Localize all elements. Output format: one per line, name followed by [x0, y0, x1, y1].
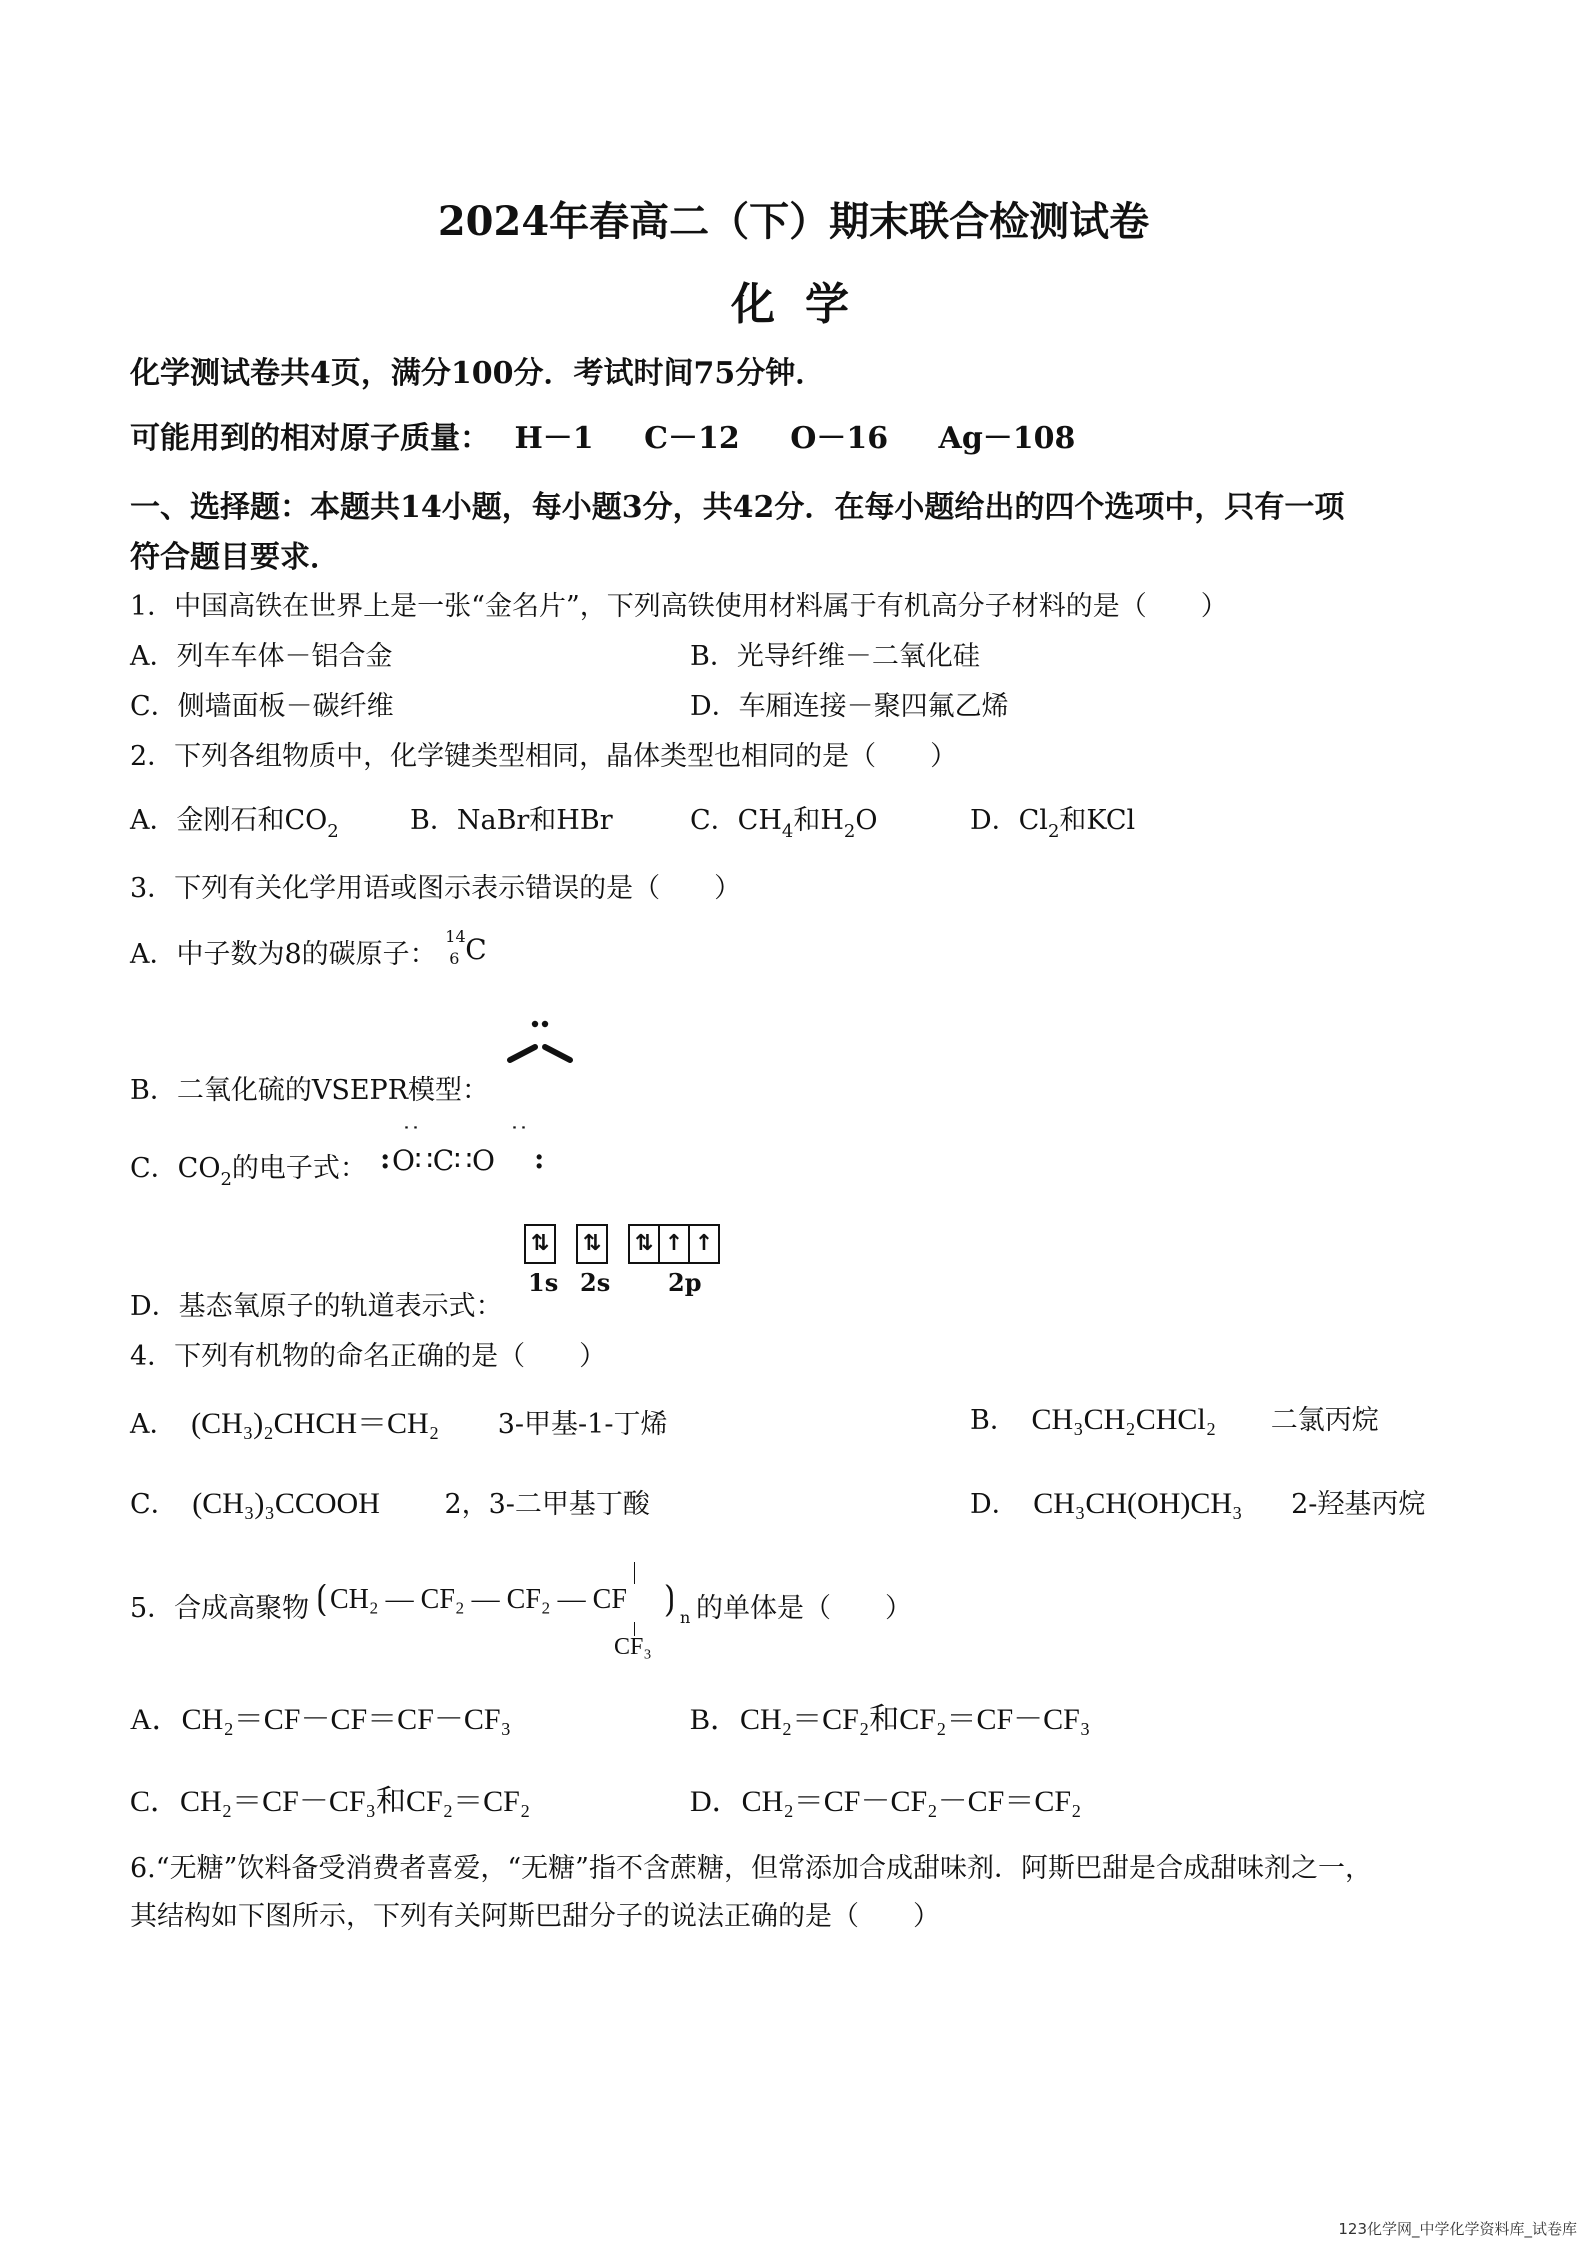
q6-stem-line1: 6.“无糖”饮料备受消费者喜爱，“无糖”指不含蔗糖，但常添加合成甜味剂．阿斯巴甜是合成甜味剂之一， — [130, 1853, 1372, 1884]
q3-a-text: A．中子数为8的碳原子： — [130, 939, 437, 970]
atomic-number: 6 — [449, 949, 460, 968]
q4-b-label: B． — [970, 1405, 1017, 1436]
q4-c-name: 2，3-二甲基丁酸 — [444, 1489, 650, 1520]
q3-option-d[interactable]: D．基态氧原子的轨道表示式： — [130, 1291, 503, 1322]
bracket-left-icon: ⟮ — [316, 1580, 328, 1617]
q5-stem-pre: 5．合成高聚物 — [130, 1593, 310, 1624]
lone-pair-right: : — [534, 1142, 545, 1175]
q1-option-a[interactable]: A．列车车体－铝合金 — [130, 641, 393, 672]
q4-a-name: 3-甲基-1-丁烯 — [497, 1409, 668, 1440]
q5-stem-post: 的单体是（ ） — [696, 1593, 912, 1624]
q5-option-a[interactable]: A．CH₂＝CF－CF＝CF－CF₃ — [130, 1703, 512, 1736]
subject-title: 化学 — [731, 279, 879, 330]
q4-a-label: A． — [130, 1409, 177, 1440]
q4-d-label: D． — [970, 1489, 1019, 1520]
mass-number: 14 — [445, 927, 466, 946]
q4-option-a[interactable] — [130, 1398, 667, 1442]
orbital-2p-1: ⇅ — [628, 1224, 660, 1264]
q2-c-mid: 和H — [793, 805, 844, 836]
orbital-label-2p: 2p — [668, 1268, 702, 1297]
atomic-mass-line — [130, 413, 1075, 457]
q4-stem: 4．下列有机物的命名正确的是（ ） — [130, 1341, 607, 1372]
co2-formula: O∷C∷O — [392, 1144, 495, 1177]
branch-bond — [634, 1562, 635, 1584]
polymer-structure — [316, 1576, 716, 1666]
q2-option-b[interactable]: B．NaBr和HBr — [410, 805, 613, 836]
bracket-right-icon: ⟯ — [664, 1580, 676, 1617]
element-symbol: C — [465, 933, 487, 966]
q2-option-d[interactable] — [970, 798, 1135, 842]
q2-c-post: O — [855, 805, 878, 836]
q1-option-c[interactable]: C．侧墙面板－碳纤维 — [130, 691, 394, 722]
q2-c-pre: C．CH — [690, 805, 782, 836]
orbital-label-2s: 2s — [580, 1268, 611, 1297]
q2-option-a[interactable] — [130, 798, 339, 842]
orbital-1s: ⇅ — [524, 1224, 556, 1264]
q5-stem — [130, 1586, 309, 1625]
orbital-2s: ⇅ — [576, 1224, 608, 1264]
q3-stem: 3．下列有关化学用语或图示表示错误的是（ ） — [130, 873, 742, 904]
q3-option-c[interactable] — [130, 1146, 367, 1190]
lone-pair-left: : — [380, 1142, 391, 1175]
nuclide-symbol — [445, 927, 489, 973]
lone-pair-dots: ˙˙ — [510, 1124, 528, 1145]
q3-c-post: 的电子式： — [231, 1153, 367, 1184]
q4-option-b[interactable] — [970, 1398, 1379, 1437]
polymer-n: n — [680, 1608, 691, 1627]
section-heading-cont: 符合题目要求． — [130, 540, 340, 575]
q5-option-d[interactable]: D．CH₂＝CF－CF₂－CF＝CF₂ — [690, 1785, 1082, 1818]
polymer-branch: CF₃ — [614, 1634, 652, 1660]
q4-option-d[interactable] — [970, 1482, 1425, 1521]
q3-option-a[interactable] — [130, 927, 489, 973]
q2-a-text: A．金刚石和CO — [130, 805, 328, 836]
footer-watermark: 123化学网_中学化学资料库_试卷库 — [1338, 2220, 1577, 2238]
orbital-2p-3: ↑ — [688, 1224, 720, 1264]
q2-d-post: 和KCl — [1059, 805, 1136, 836]
q4-d-name: 2-羟基丙烷 — [1291, 1489, 1426, 1520]
q5-option-c[interactable]: C．CH₂＝CF－CF₃和CF₂＝CF₂ — [130, 1785, 531, 1818]
mass-c: C－12 — [644, 421, 740, 456]
q4-c-formula: (CH₃)₃CCOOH — [192, 1487, 380, 1520]
q6-stem-line2: 其结构如下图所示，下列有关阿斯巴甜分子的说法正确的是（ ） — [130, 1901, 940, 1932]
q4-a-formula: (CH₃)₂CHCH＝CH₂ — [191, 1407, 440, 1440]
orbital-label-1s: 1s — [528, 1268, 559, 1297]
section-heading: 一、选择题：本题共14小题，每小题3分，共42分．在每小题给出的四个选项中，只有一项 — [130, 490, 1345, 525]
mass-ag: Ag－108 — [938, 421, 1076, 456]
exam-info: 化学测试卷共4页，满分100分．考试时间75分钟． — [130, 356, 826, 391]
q1-option-d[interactable]: D．车厢连接－聚四氟乙烯 — [690, 691, 1009, 722]
q2-stem: 2．下列各组物质中，化学键类型相同，晶体类型也相同的是（ ） — [130, 741, 958, 772]
q4-b-name: 二氯丙烷 — [1270, 1405, 1379, 1436]
q1-option-b[interactable]: B．光导纤维－二氧化硅 — [690, 641, 980, 672]
q3-option-b[interactable]: B．二氧化硫的VSEPR模型： — [130, 1075, 490, 1106]
mass-h: H－1 — [514, 421, 594, 456]
q5-option-b[interactable]: B．CH₂＝CF₂和CF₂＝CF－CF₃ — [690, 1703, 1091, 1736]
q4-c-label: C． — [130, 1489, 178, 1520]
q3-c-pre: C．CO — [130, 1153, 221, 1184]
q4-d-formula: CH₃CH(OH)CH₃ — [1033, 1487, 1243, 1520]
q2-a-sub: 2 — [327, 821, 339, 842]
q2-c-sub1: 4 — [781, 821, 794, 842]
q2-option-c[interactable] — [690, 798, 877, 842]
q2-c-sub2: 2 — [843, 821, 856, 842]
q3-c-sub: 2 — [220, 1169, 232, 1190]
lone-pair-dots: ˙˙ — [402, 1124, 420, 1145]
orbital-2p-2: ↑ — [658, 1224, 690, 1264]
exam-title: 2024年春高二（下）期末联合检测试卷 — [437, 198, 1150, 245]
mass-o: O－16 — [790, 421, 889, 456]
q4-option-c[interactable] — [130, 1482, 650, 1521]
q2-d-sub: 2 — [1047, 821, 1060, 842]
q1-stem: 1．中国高铁在世界上是一张“金名片”，下列高铁使用材料属于有机高分子材料的是（ ） — [130, 591, 1228, 622]
q2-d-pre: D．Cl — [970, 805, 1048, 836]
polymer-chain: CH₂ — CF₂ — CF₂ — CF — [330, 1584, 627, 1615]
atomic-mass-label: 可能用到的相对原子质量： — [130, 421, 490, 456]
q4-b-formula: CH₃CH₂CHCl₂ — [1031, 1403, 1217, 1436]
vsepr-model-icon — [505, 1010, 575, 1070]
